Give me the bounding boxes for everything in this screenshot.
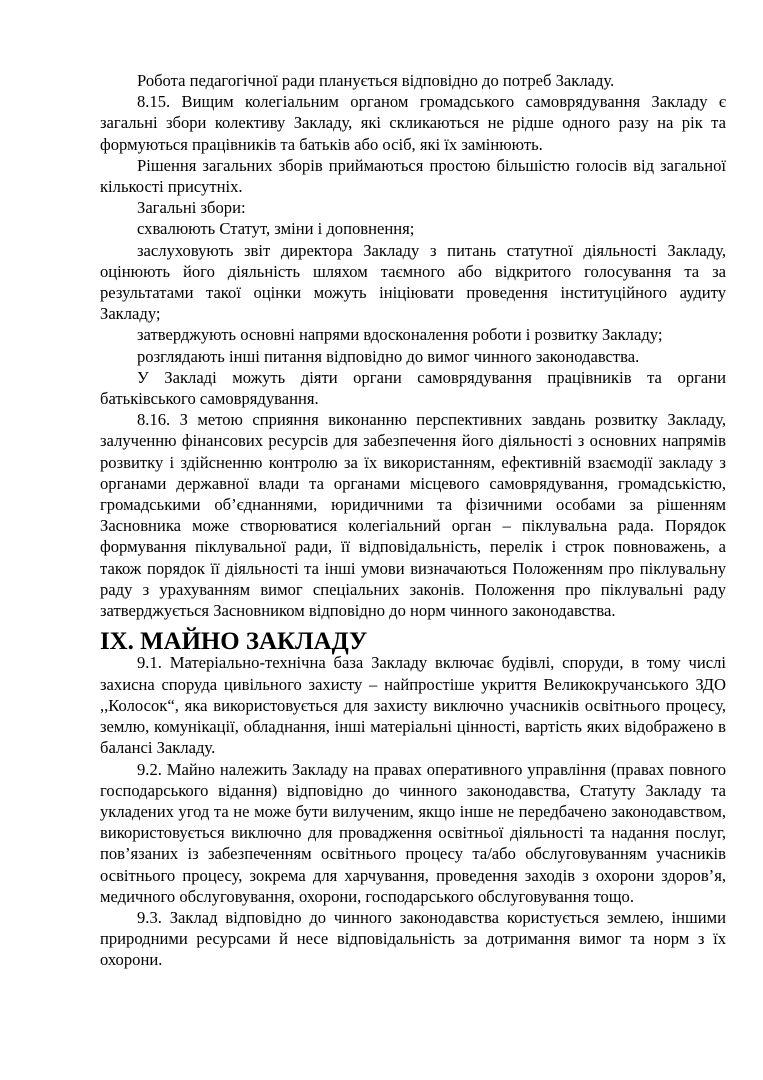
paragraph: Рішення загальних зборів приймаються простою більшістю голосів від загальної кількості присутніх.	[100, 155, 726, 197]
paragraph: розглядають інші питання відповідно до вимог чинного законодавства.	[137, 346, 640, 366]
section-heading: IX. МАЙНО ЗАКЛАДУ	[100, 628, 368, 656]
document-page	[100, 70, 726, 971]
paragraph: 8.15. Вищим колегіальним органом громадського самоврядування Закладу є загальні збори колективу Закладу, які скликаються не рідше одного разу на рік та формуються працівників та батьків або осіб, які їх замінюють.	[100, 92, 726, 154]
paragraph: Робота педагогічної ради планується відповідно до потреб Закладу.	[137, 71, 615, 90]
paragraph: 9.3. Заклад відповідно до чинного законодавства користується землею, іншими природними ресурсами й несе відповідальність за дотримання вимог та норм з їх охорони.	[100, 907, 726, 970]
paragraph: заслуховують звіт директора Закладу з питань статутної діяльності Закладу, оцінюють його діяльність шляхом таємного або відкритого голосування та за результатами такої оцінки можуть ініціювати проведення інституційного аудиту Закладу;	[100, 240, 726, 324]
section-top	[100, 70, 726, 621]
paragraph: Загальні збори:	[137, 198, 246, 218]
paragraph: 9.2. Майно належить Закладу на правах оперативного управління (правах повного господарського відання) відповідно до чинного законодавства, Статуту Закладу та укладених угод та не може бути вилученим, якщо інше не передбачено законодавством, використовується виключно для провадження освітньої діяльності та надання послуг, пов’язаних із забезпеченням освітнього процесу та/або обслуговуванням учасників освітнього процесу, зокрема для харчування, проведення заходів з охорони здоров’я, медичного обслуговування, охорони, господарського обслуговування тощо.	[100, 759, 726, 906]
paragraph: У Закладі можуть діяти органи самоврядування працівників та органи батьківського самоврядування.	[100, 367, 726, 409]
paragraph: схвалюють Статут, зміни і доповнення;	[137, 219, 415, 239]
paragraph: 8.16. З метою сприяння виконанню перспективних завдань розвитку Закладу, залученню фінансових ресурсів для забезпечення його діяльності з основних напрямів розвитку і здійсненню контролю за їх використанням, ефективній взаємодії закладу з органами державної влади та органами місцевого самоврядування, громадськістю, громадськими об’єднаннями, юридичними та фізичними особами за рішенням Засновника може створюватися колегіальний орган – піклувальна рада. Порядок формування піклувальної ради, її відповідальність, перелік і строк повноважень, а також порядок її діяльності та інші умови визначаються Положенням про піклувальну раду з урахуванням вимог спеціальних законів. Положення про піклувальні раду затверджується Засновником відповідно до норм чинного законодавства.	[100, 410, 726, 621]
section-bottom	[100, 652, 726, 970]
paragraph: 9.1. Матеріально-технічна база Закладу включає будівлі, споруди, в тому числі захисна споруда цивільного захисту – найпростіше укриття Великокручанського ЗДО ,,Колосок“, яка використовується для захисту виключно учасників освітнього процесу, землю, комунікації, обладнання, інші матеріальні цінності, вартість яких відображено в балансі Закладу.	[100, 653, 726, 758]
paragraph: затверджують основні напрями вдосконалення роботи і розвитку Закладу;	[137, 325, 663, 345]
